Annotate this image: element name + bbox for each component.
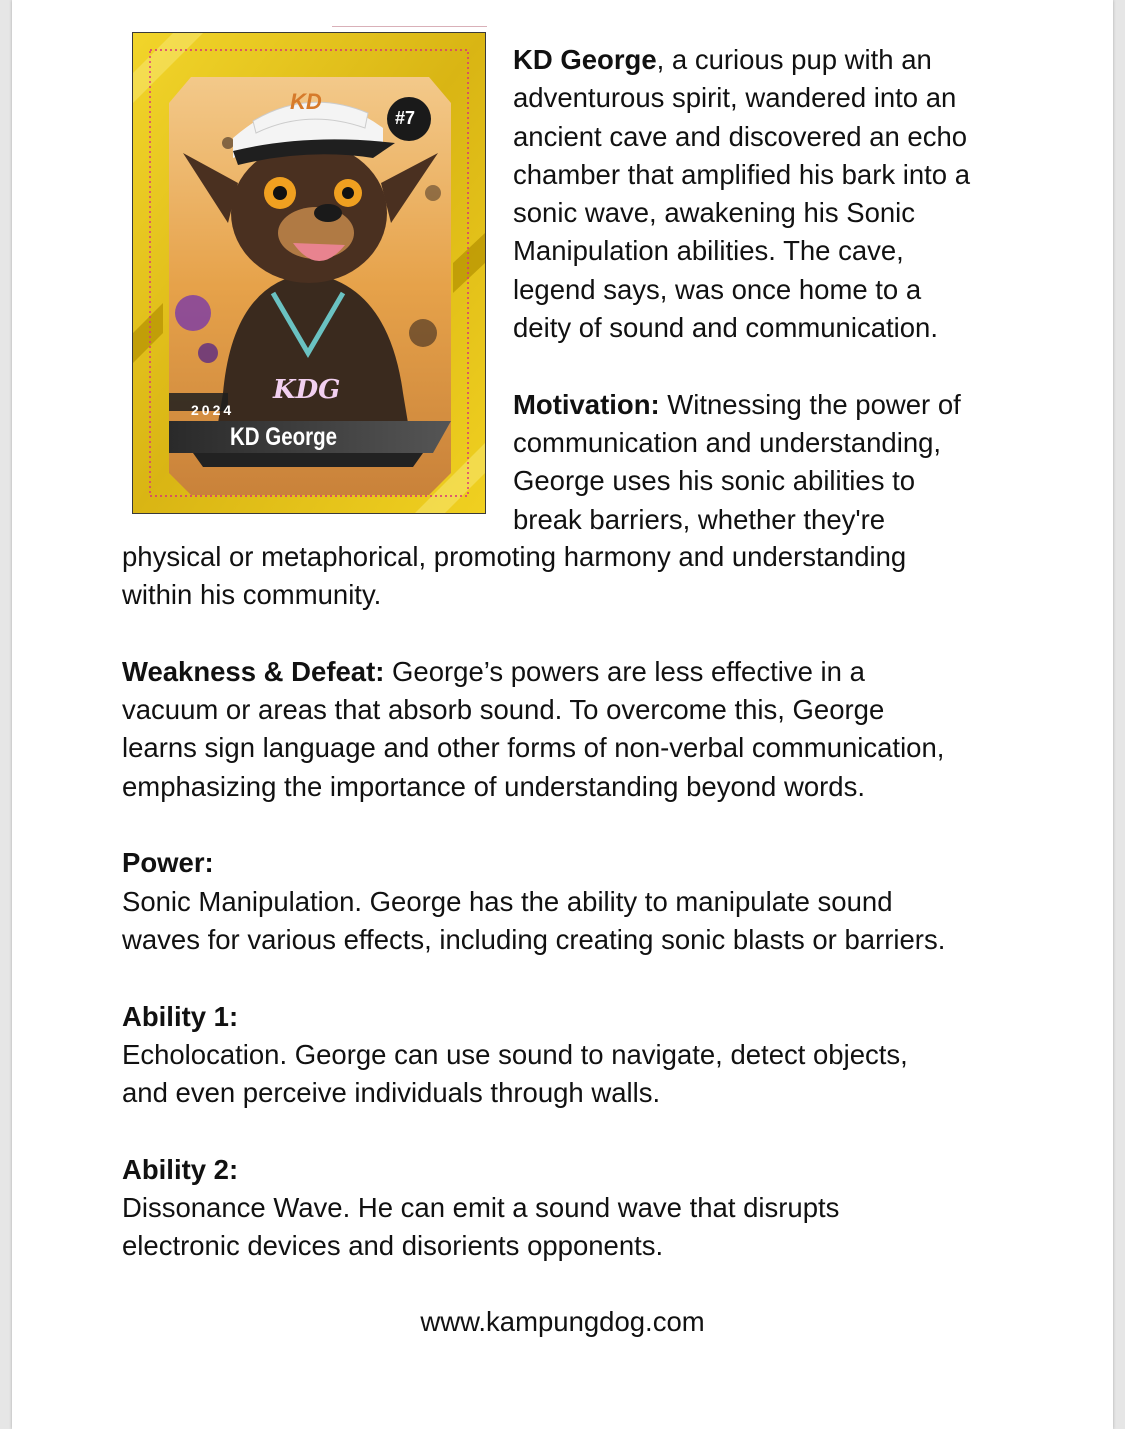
power-line: Sonic Manipulation. George has the ability to manipulate sound <box>122 885 893 917</box>
motivation-line: George uses his sonic abilities to <box>513 465 916 497</box>
intro-line: legend says, was once home to a <box>513 273 922 305</box>
card-number-badge: #7 <box>395 108 416 128</box>
document-page <box>12 0 1113 1429</box>
weakness-label: Weakness & Defeat: <box>122 655 385 687</box>
body-text <box>122 538 1022 1266</box>
footer-url: www.kampungdog.com <box>420 1306 705 1337</box>
intro-line: sonic wave, awakening his Sonic <box>513 197 916 229</box>
weakness-line: learns sign language and other forms of non-verbal communication, <box>122 732 945 764</box>
intro-text: , a curious pup with an <box>656 44 932 75</box>
ability1-line: Echolocation. George can use sound to navigate, detect objects, <box>122 1038 908 1070</box>
motivation-line: physical or metaphorical, promoting harmony and understanding <box>122 541 907 572</box>
motivation-line: within his community. <box>122 579 382 611</box>
intro-line: ancient cave and discovered an echo <box>513 120 968 152</box>
power-section <box>122 844 1022 959</box>
intro-line: Manipulation abilities. The cave, <box>513 235 904 267</box>
card-frame <box>132 32 486 514</box>
motivation-label: Motivation: <box>513 388 660 420</box>
motivation-line: break barriers, whether they're <box>513 503 886 535</box>
ability2-label: Ability 2: <box>122 1153 239 1185</box>
character-card <box>132 32 486 514</box>
motivation-text: Witnessing the power of <box>659 388 961 420</box>
ability2-section <box>122 1151 1022 1266</box>
intro-line: chamber that amplified his bark into a <box>513 158 971 190</box>
card-cap-logo: KD <box>290 89 322 114</box>
ability1-heading <box>122 998 1022 1036</box>
weakness-line <box>122 653 1022 691</box>
intro-line: adventurous spirit, wandered into an <box>513 82 957 114</box>
ability1-line: and even perceive individuals through walls. <box>122 1077 661 1109</box>
intro-paragraph <box>513 41 1033 539</box>
ability2-line: electronic devices and disorients opponents. <box>122 1230 664 1262</box>
card-name: KD George <box>230 423 338 451</box>
weakness-text: George’s powers are less effective in a <box>384 655 865 687</box>
weakness-line: vacuum or areas that absorb sound. To overcome this, George <box>122 694 885 726</box>
power-line: waves for various effects, including creating sonic blasts or barriers. <box>122 923 946 955</box>
intro-line <box>513 41 1033 79</box>
motivation-line <box>513 386 1033 424</box>
card-year: 2024 <box>191 402 235 418</box>
weakness-line: emphasizing the importance of understanding beyond words. <box>122 770 865 802</box>
character-name: KD George <box>513 44 657 75</box>
ability2-heading <box>122 1151 1022 1189</box>
power-label: Power: <box>122 847 214 879</box>
card-brand-logo: KDG <box>273 375 341 405</box>
ability1-section <box>122 998 1022 1113</box>
intro-line: deity of sound and communication. <box>513 312 938 344</box>
ability2-line: Dissonance Wave. He can emit a sound wave that disrupts <box>122 1192 840 1224</box>
power-heading <box>122 844 1022 882</box>
weakness-section <box>122 653 1022 806</box>
motivation-line: communication and understanding, <box>513 426 942 458</box>
card-top-rule <box>332 26 487 27</box>
ability1-label: Ability 1: <box>122 1000 239 1032</box>
paragraph-gap <box>513 347 1033 385</box>
